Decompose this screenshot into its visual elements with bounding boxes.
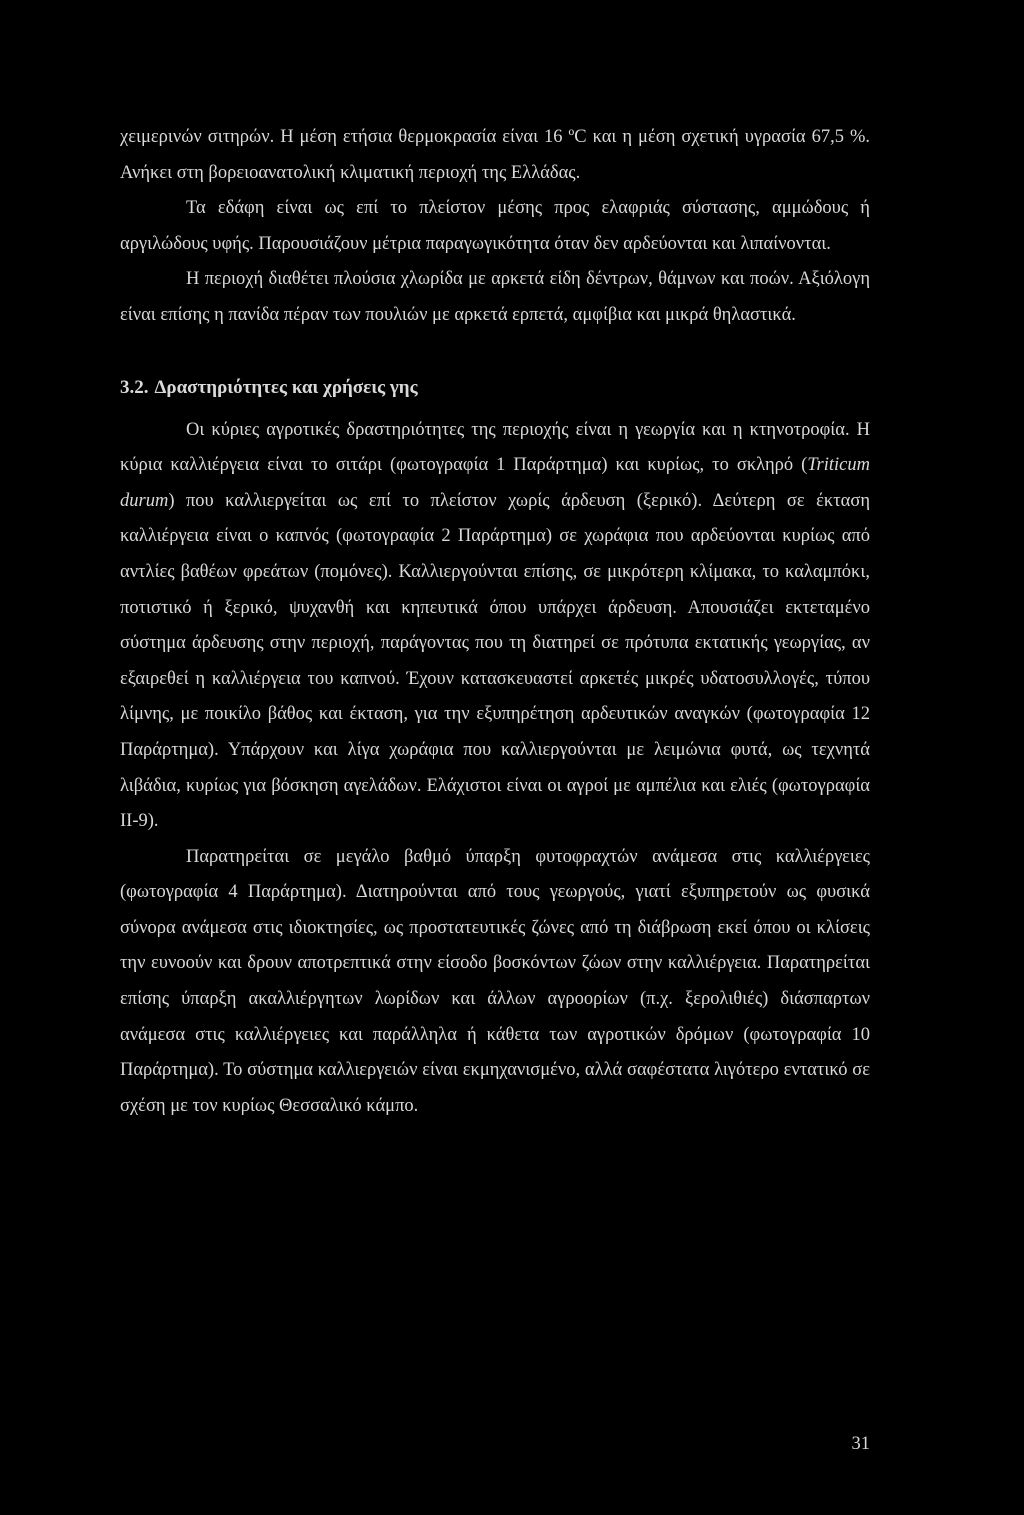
paragraph-crops — [120, 413, 870, 840]
paragraph-climate: χειμερινών σιτηρών. Η μέση ετήσια θερμοκρασία είναι 16 ºC και η μέση σχετική υγρασία 67,5 %. Ανήκει στη βορειοανατολική κλιματική περιοχή της Ελλάδας. — [120, 127, 870, 183]
document-page — [120, 120, 870, 1124]
paragraph-flora-fauna: Η περιοχή διαθέτει πλούσια χλωρίδα με αρκετά είδη δέντρων, θάμνων και ποών. Αξιόλογη είναι επίσης η πανίδα πέραν των πουλιών με αρκετά ερπετά, αμφίβια και μικρά θηλαστικά. — [120, 269, 870, 325]
section-title: Δραστηριότητες και χρήσεις γης — [154, 376, 418, 398]
paragraph-crops-part1: Οι κύριες αγροτικές δραστηριότητες της περιοχής είναι η γεωργία και η κτηνοτροφία. Η κύρια καλλιέργεια είναι το σιτάρι (φωτογραφία 1 Παράρτημα) και κυρίως, το σκληρό ( — [120, 419, 870, 476]
section-number: 3.2. — [120, 376, 149, 398]
paragraph-hedges: Παρατηρείται σε μεγάλο βαθμό ύπαρξη φυτοφραχτών ανάμεσα στις καλλιέργειες (φωτογραφία 4 Παράρτημα). Διατηρούνται από τους γεωργούς, γιατί εξυπηρετούν ως φυσικά σύνορα ανάμεσα στις ιδιοκτησίες, ως προστατευτικές ζώνες από τη διάβρωση εκεί όπου οι κλίσεις την ευνοούν και δρουν αποτρεπτικά στην είσοδο βοσκόντων ζώων στην καλλιέργεια. Παρατηρείται επίσης ύπαρξη ακαλλιέργητων λωρίδων και άλλων αγροορίων (π.χ. ξερολιθιές) διάσπαρτων ανάμεσα στις καλλιέργειες και παράλληλα ή κάθετα των αγροτικών δρόμων (φωτογραφία 10 Παράρτημα). Το σύστημα καλλιεργειών είναι εκμηχανισμένο, αλλά σαφέστατα λιγότερο εντατικό σε σχέση με τον κυρίως Θεσσαλικό κάμπο. — [120, 846, 870, 1116]
page-number: 31 — [851, 1434, 870, 1454]
paragraph-crops-part2: ) που καλλιεργείται ως επί το πλείστον χωρίς άρδευση (ξερικό). Δεύτερη σε έκταση καλλιέργεια είναι ο καπνός (φωτογραφία 2 Παράρτημα) σε χωράφια που αρδεύονται κυρίως από αντλίες βαθέων φρεάτων (πομόνες). Καλλιεργούνται επίσης, σε μικρότερη κλίμακα, το καλαμπόκι, ποτιστικό ή ξερικό, ψυχανθή και κηπευτικά όπου υπάρχει άρδευση. Απουσιάζει εκτεταμένο σύστημα άρδευσης στην περιοχή, παράγοντας που τη διατηρεί σε πρότυπα εκτατικής γεωργίας, αν εξαιρεθεί η καλλιέργεια του καπνού. Έχουν κατασκευαστεί αρκετές μικρές υδατοσυλλογές, τύπου λίμνης, με ποικίλο βάθος και έκταση, για την εξυπηρέτηση αρδευτικών αναγκών (φωτογραφία 12 Παράρτημα). Υπάρχουν και λίγα χωράφια που καλλιεργούνται με λειμώνια φυτά, ως τεχνητά λιβάδια, κυρίως για βόσκηση αγελάδων. Ελάχιστοι είναι οι αγροί με αμπέλια και ελιές (φωτογραφία ΙΙ-9). — [120, 490, 870, 832]
species-name: Triticum durum — [120, 455, 870, 511]
section-heading — [120, 370, 870, 405]
paragraph-soils: Τα εδάφη είναι ως επί το πλείστον μέσης προς ελαφριάς σύστασης, αμμώδους ή αργιλώδους υφής. Παρουσιάζουν μέτρια παραγωγικότητα όταν δεν αρδεύονται και λιπαίνονται. — [120, 198, 870, 254]
